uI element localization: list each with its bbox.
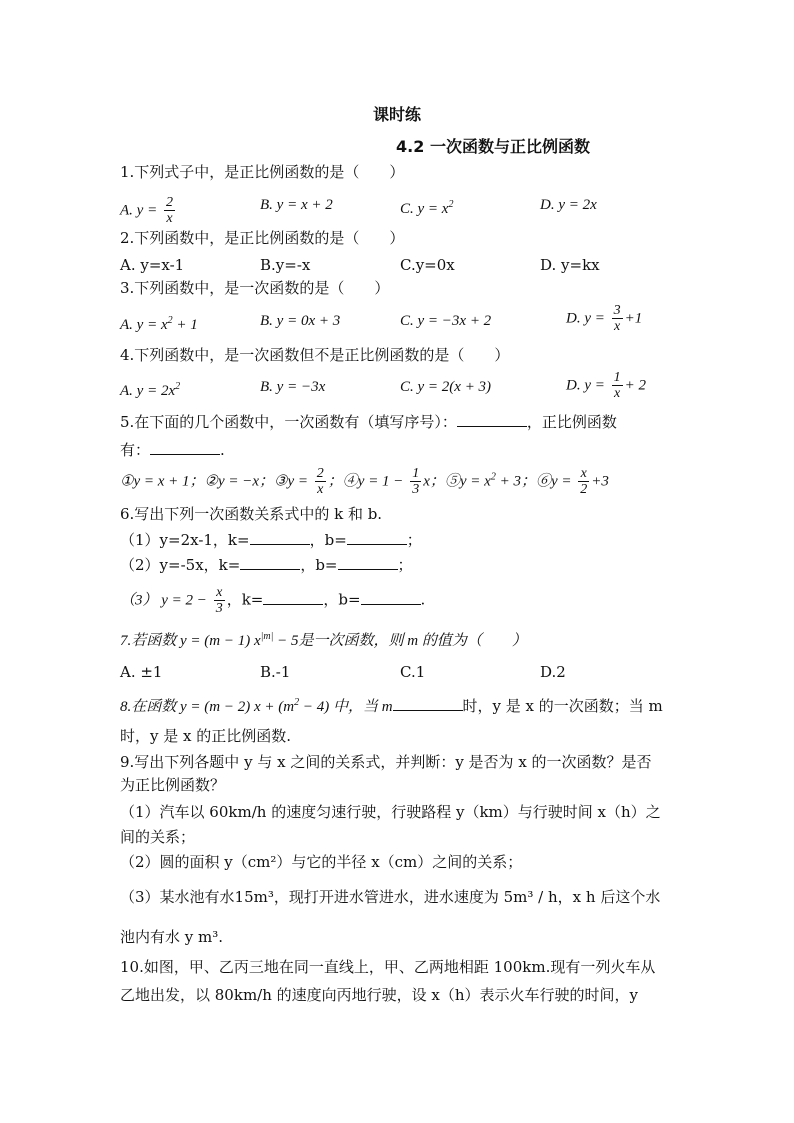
q3-d-fraction: $\frac{3}{x}$ (613, 303, 621, 334)
page-subtitle: 4.2 一次函数与正比例函数 (396, 137, 590, 156)
q1-option-a: A. y = $\frac{2}{x}$ (120, 195, 173, 226)
q5-f4-fraction: $\frac{1}{3}$ (412, 466, 420, 497)
q6-1-k-blank[interactable] (250, 544, 310, 545)
question-10-line2: 乙地出发，以 80km/h 的速度向丙地行驶，设 x（h）表示火车行驶的时间，y (120, 986, 639, 1004)
q2-option-b: B.y=-x (260, 256, 311, 274)
q9-part-1-line2: 间的关系； (120, 828, 196, 846)
q6-2-k-blank[interactable] (240, 569, 300, 570)
q9-part-3-line1: （3）某水池有水15m³，现打开进水管进水，进水速度为 5m³ / h，x h 后这个水 (120, 888, 661, 906)
page-title: 课时练 (372, 105, 421, 124)
q1-option-d: D. y = 2x (540, 197, 597, 213)
question-5-line1: 5.在下面的几个函数中，一次函数有（填写序号）： ，正比例函数 (120, 413, 617, 431)
q6-2-b-blank[interactable] (338, 569, 398, 570)
q6-part-1: （1）y=2x-1，k= ，b= ； (120, 531, 422, 549)
question-8-line1: 8.在函数 y = (m − 2) $x + (m^2 - 4)$ 中，当 m 时，y 是 x 的一次函数；当 m (120, 697, 663, 715)
q4-option-b: B. y = −3x (260, 379, 326, 395)
q4-option-c: C. y = 2(x + 3) (400, 379, 492, 395)
question-10-line1: 10.如图，甲、乙丙三地在同一直线上，甲、乙两地相距 100km.现有一列火车从 (120, 958, 656, 976)
q1-a-fraction: $\frac{2}{x}$ (165, 195, 173, 226)
q6-1-b-blank[interactable] (347, 544, 407, 545)
q5-f3-fraction: $\frac{2}{x}$ (316, 466, 324, 497)
question-4-stem: 4.下列函数中，是一次函数但不是正比例函数的是（ ） (120, 346, 510, 364)
q4-option-a: A. $y = 2x^2$ (120, 381, 181, 399)
q9-part-2: （2）圆的面积 y（cm²）与它的半径 x（cm）之间的关系； (120, 853, 523, 871)
q5-blank-linear[interactable] (457, 426, 527, 427)
q7-option-d: D.2 (540, 663, 566, 681)
q1-option-b: B. y = x + 2 (260, 197, 333, 213)
question-9-line1: 9.写出下列各题中 y 与 x 之间的关系式，并判断：y 是否为 x 的一次函数？是否 (120, 753, 652, 771)
q9-part-3-line2: 池内有水 y m³. (120, 928, 224, 946)
q1-option-c: C. $y = x^2$ (400, 199, 454, 217)
question-1-stem: 1.下列式子中，是正比例函数的是（ ） (120, 163, 405, 181)
question-5-line2: 有： . (120, 441, 225, 459)
q4-d-fraction: $\frac{1}{x}$ (613, 370, 621, 401)
q9-part-1-line1: （1）汽车以 60km/h 的速度匀速行驶，行驶路程 y（km）与行驶时间 x（h）之 (120, 803, 661, 821)
question-3-stem: 3.下列函数中，是一次函数的是（ ） (120, 279, 390, 297)
q6-3-fraction: $\frac{x}{3}$ (215, 585, 223, 616)
question-6-stem: 6.写出下列一次函数关系式中的 k 和 b. (120, 505, 383, 523)
q5-blank-proportional[interactable] (150, 454, 220, 455)
q3-option-d: D. y = $\frac{3}{x}$ +1 (566, 303, 643, 334)
q7-option-b: B.-1 (260, 663, 291, 681)
q6-3-k-blank[interactable] (263, 604, 323, 605)
question-5-functions: ①y = x + 1；②y = −x；③y = $\frac{2}{x}$ ；④y = 1 − $\frac{1}{3}$ x；⑤y = $x^2 + 3$；⑥y = $\frac{x}{2}$ +3 (120, 466, 609, 497)
q6-part-2: （2）y=-5x，k= ，b= ； (120, 556, 413, 574)
q6-3-b-blank[interactable] (361, 604, 421, 605)
q2-option-d: D. y=kx (540, 256, 600, 274)
q6-part-3: （3） y = 2 − $\frac{x}{3}$ ，k= ，b= . (120, 585, 426, 616)
q7-option-a: A. ±1 (120, 663, 163, 681)
q2-option-c: C.y=0x (400, 256, 455, 274)
q3-option-a: A. $y = x^2 + 1$ (120, 315, 198, 333)
question-7-stem: 7.若函数 y = (m − 1) $x^{|m|} - 5$是一次函数，则 m 的值为（ ） (120, 631, 527, 649)
question-9-line2: 为正比例函数？ (120, 776, 226, 794)
q7-option-c: C.1 (400, 663, 426, 681)
q2-option-a: A. y=x-1 (120, 256, 185, 274)
question-2-stem: 2.下列函数中，是正比例函数的是（ ） (120, 229, 405, 247)
q8-blank[interactable] (393, 710, 463, 711)
q4-option-d: D. y = $\frac{1}{x}$ + 2 (566, 370, 647, 401)
question-8-line2: 时，y 是 x 的正比例函数. (120, 727, 292, 745)
q5-f6-fraction: $\frac{x}{2}$ (580, 466, 588, 497)
q3-option-c: C. y = −3x + 2 (400, 313, 492, 329)
q3-option-b: B. y = 0x + 3 (260, 313, 341, 329)
